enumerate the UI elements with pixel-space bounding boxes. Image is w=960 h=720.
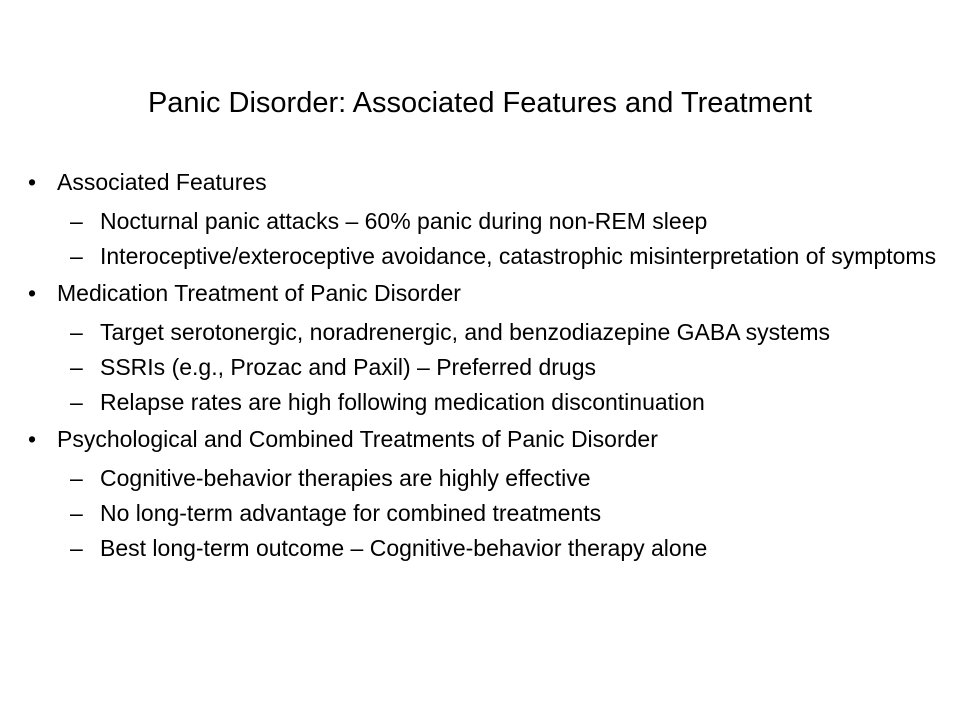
sub-bullet-item [0, 321, 960, 344]
sub-bullet-item [0, 537, 960, 560]
bullet-icon: • [28, 426, 37, 452]
dash-icon: – [70, 535, 83, 561]
sub-bullet-text: Target serotonergic, noradrenergic, and benzodiazepine GABA systems [100, 319, 831, 345]
sub-bullet-item [0, 502, 960, 525]
sub-bullet-text: Best long-term outcome – Cognitive-behavior therapy alone [100, 535, 708, 561]
sub-bullet-item [0, 356, 960, 379]
dash-icon: – [70, 208, 83, 234]
sub-bullet-item [0, 391, 960, 414]
sub-bullet-item [0, 245, 960, 268]
dash-icon: – [70, 354, 83, 380]
slide-content [0, 169, 960, 572]
dash-icon: – [70, 465, 83, 491]
section-medication-treatment [0, 280, 960, 414]
sub-bullet-text: No long-term advantage for combined treatments [100, 500, 602, 526]
dash-icon: – [70, 319, 83, 345]
bullet-item [0, 280, 960, 306]
section-associated-features [0, 169, 960, 268]
dash-icon: – [70, 243, 83, 269]
section-psychological-treatments [0, 426, 960, 560]
dash-icon: – [70, 500, 83, 526]
sub-bullet-text: Interoceptive/exteroceptive avoidance, catastrophic misinterpretation of symptoms [100, 243, 937, 269]
sub-bullet-item [0, 467, 960, 490]
sub-bullet-text: Relapse rates are high following medication discontinuation [100, 389, 705, 415]
bullet-heading: Medication Treatment of Panic Disorder [57, 280, 461, 306]
bullet-icon: • [28, 280, 37, 306]
bullet-item [0, 426, 960, 452]
sub-bullet-text: Nocturnal panic attacks – 60% panic during non-REM sleep [100, 208, 708, 234]
slide-title: Panic Disorder: Associated Features and Treatment [147, 87, 813, 119]
bullet-heading: Psychological and Combined Treatments of Panic Disorder [57, 426, 658, 452]
bullet-item [0, 169, 960, 195]
sub-bullet-text: SSRIs (e.g., Prozac and Paxil) – Preferred drugs [100, 354, 596, 380]
dash-icon: – [70, 389, 83, 415]
bullet-heading: Associated Features [57, 169, 267, 195]
sub-bullet-text: Cognitive-behavior therapies are highly effective [100, 465, 591, 491]
sub-bullet-item [0, 210, 960, 233]
bullet-icon: • [28, 169, 37, 195]
